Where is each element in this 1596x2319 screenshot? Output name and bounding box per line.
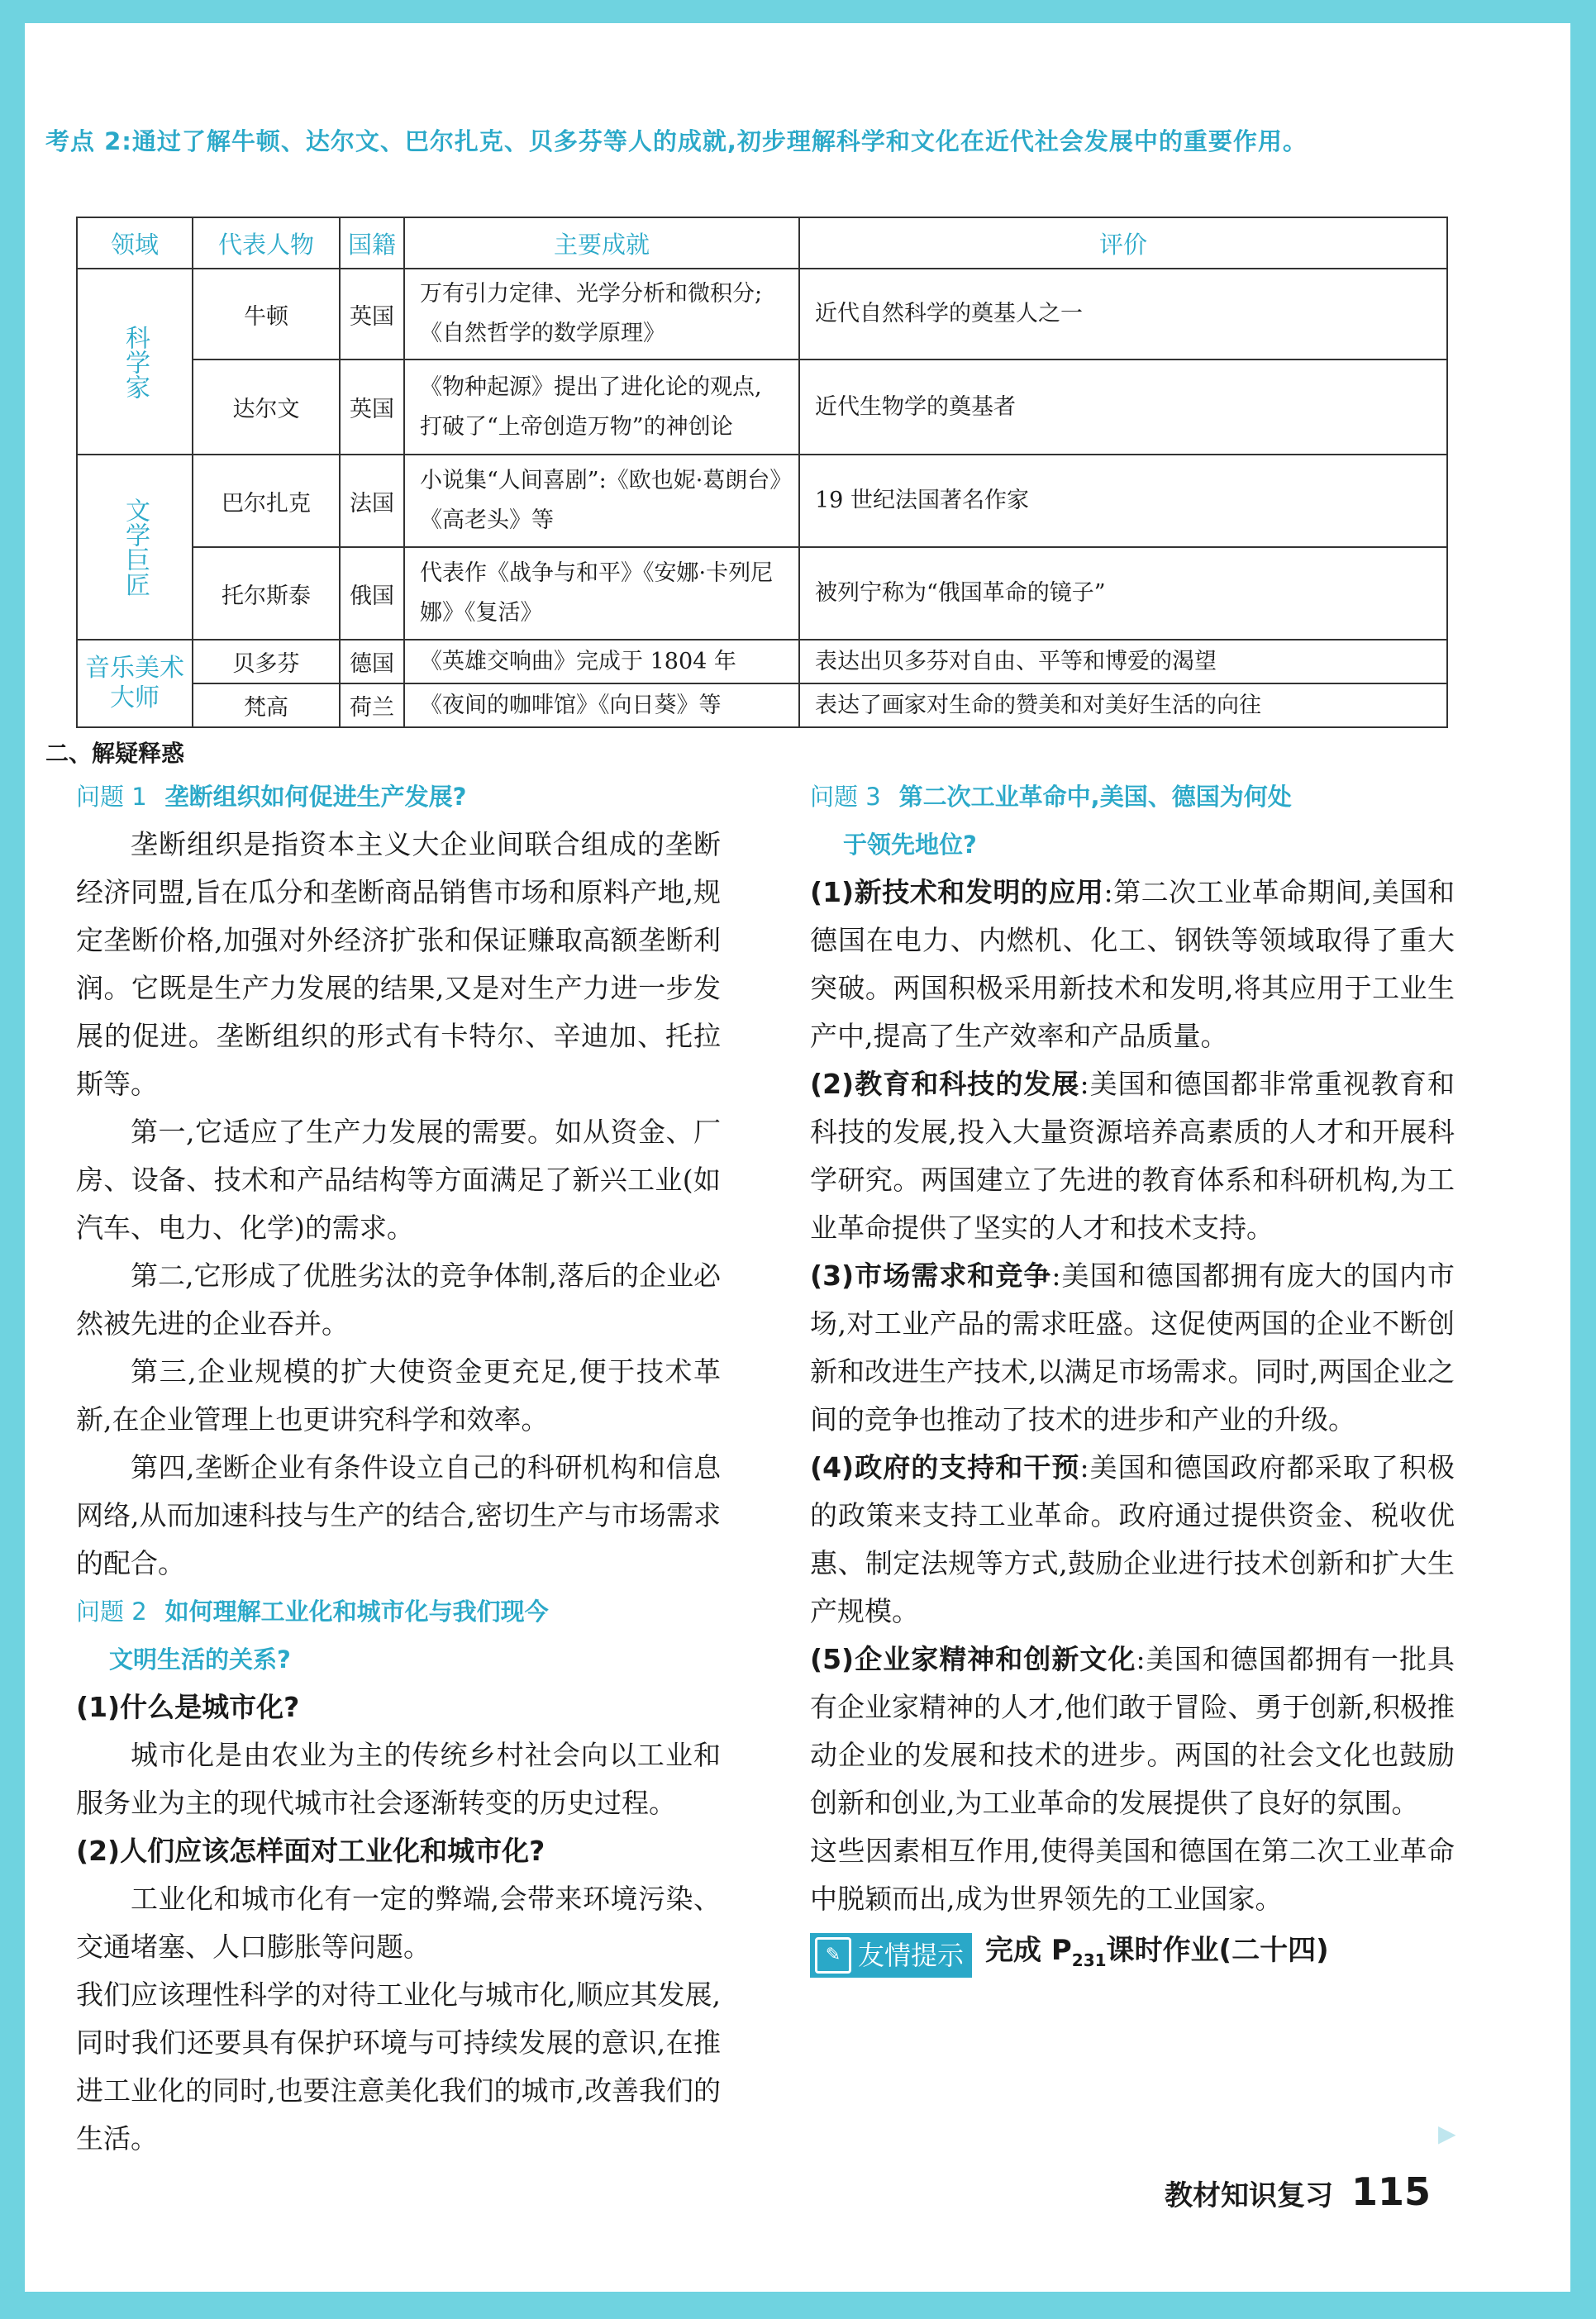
q2-paragraph: 我们应该理性科学的对待工业化与城市化,顺应其发展,同时我们还要具有保护环境与可持续发展的意识,在推进工业化的同时,也要注意美化我们的城市,改善我们的生活。: [76, 1979, 721, 2155]
evaluation-cell: 被列宁称为“俄国革命的镜子”: [799, 547, 1447, 640]
q2-paragraph: 工业化和城市化有一定的弊端,会带来环境污染、交通堵塞、人口膨胀等问题。: [76, 1883, 721, 1963]
q1-paragraph: 第四,垄断企业有条件设立自己的科研机构和信息网络,从而加速科技与生产的结合,密切生产与市场需求的配合。: [76, 1451, 721, 1579]
achievement-cell: 《英雄交响曲》完成于 1804 年: [404, 640, 799, 683]
header-evaluation: 评价: [799, 217, 1447, 269]
q1-paragraph: 第一,它适应了生产力发展的需要。如从资金、厂房、设备、技术和产品结构等方面满足了新兴工业(如汽车、电力、化学)的需求。: [76, 1116, 721, 1244]
evaluation-cell: 近代生物学的奠基者: [799, 360, 1447, 455]
question-3-text-1: 第二次工业革命中,美国、德国为何处: [898, 783, 1292, 811]
q2-paragraph: 城市化是由农业为主的传统乡村社会向以工业和服务业为主的现代城市社会逐渐转变的历史过程。: [76, 1739, 721, 1819]
page-number: 115: [1351, 2169, 1431, 2214]
kaodian-heading: [45, 116, 1467, 167]
evaluation-cell: 19 世纪法国著名作家: [799, 455, 1447, 547]
q1-paragraph: 垄断组织是指资本主义大企业间联合组成的垄断经济同盟,旨在瓜分和垄断商品销售市场和原料产地,规定垄断价格,加强对外经济扩张和保证赚取高额垄断利润。它既是生产力发展的结果,又是对生产力进一步发展的促进。垄断组织的形式有卡特尔、辛迪加、托拉斯等。: [76, 828, 721, 1100]
q3-item-text: :美国和德国都拥有一批具有企业家精神的人才,他们敢于冒险、勇于创新,积极推动企业的发展和技术的进步。两国的社会文化也鼓励创新和创业,为工业革命的发展提供了良好的氛围。: [810, 1643, 1455, 1819]
table-row: [77, 640, 1447, 683]
header-achievement: 主要成就: [404, 217, 799, 269]
table-header-row: [77, 217, 1447, 269]
person-cell: 巴尔扎克: [193, 455, 340, 547]
q3-item: [810, 1252, 1455, 1444]
question-1-text: 垄断组织如何促进生产发展?: [164, 783, 467, 811]
hint-text-pre: 完成 P: [985, 1934, 1072, 1967]
domain-cell: 文学巨匠: [77, 455, 193, 640]
q1-paragraph: 第三,企业规模的扩大使资金更充足,便于技术革新,在企业管理上也更讲究科学和效率。: [76, 1355, 721, 1436]
person-cell: 梵高: [193, 683, 340, 727]
table-row: [77, 360, 1447, 455]
question-3-number: 问题 3: [810, 783, 881, 811]
domain-cell: 科学家: [77, 269, 193, 455]
q3-item-head: (1)新技术和发明的应用: [810, 876, 1104, 908]
question-1-title: [76, 773, 721, 821]
q3-item-head: (2)教育和科技的发展: [810, 1068, 1080, 1100]
person-cell: 贝多芬: [193, 640, 340, 683]
header-person: 代表人物: [193, 217, 340, 269]
hint-text-post: 课时作业(二十四): [1106, 1934, 1329, 1967]
nation-cell: 荷兰: [340, 683, 404, 727]
q3-item-head: (5)企业家精神和创新文化: [810, 1643, 1136, 1675]
question-2-title-cont: 文明生活的关系?: [109, 1645, 291, 1674]
person-cell: 牛顿: [193, 269, 340, 360]
header-domain: 领域: [77, 217, 193, 269]
section-title: 二、解疑释惑: [45, 740, 185, 767]
q3-item-text: :美国和德国都拥有庞大的国内市场,对工业产品的需求旺盛。这促使两国的企业不断创新和改进生产技术,以满足市场需求。同时,两国企业之间的竞争也推动了技术的进步和产业的升级。: [810, 1259, 1455, 1436]
q3-item: [810, 1636, 1455, 1827]
domain-cell: 音乐美术大师: [77, 640, 193, 727]
evaluation-cell: 表达了画家对生命的赞美和对美好生活的向往: [799, 683, 1447, 727]
q3-item: [810, 869, 1455, 1060]
q3-item-text: :美国和德国政府都采取了积极的政策来支持工业革命。政府通过提供资金、税收优惠、制定法规等方式,鼓励企业进行技术创新和扩大生产规模。: [810, 1451, 1455, 1627]
left-column: [76, 773, 721, 2163]
hint-badge: [810, 1933, 972, 1978]
q2-subheading-2: (2)人们应该怎样面对工业化和城市化?: [76, 1835, 545, 1867]
q3-item-text: :美国和德国都非常重视教育和科技的发展,投入大量资源培养高素质的人才和开展科学研究。两国建立了先进的教育体系和科研机构,为工业革命提供了坚实的人才和技术支持。: [810, 1068, 1455, 1244]
question-2-number: 问题 2: [76, 1598, 147, 1626]
achievement-cell: 万有引力定律、光学分析和微积分;《自然哲学的数学原理》: [404, 269, 799, 360]
evaluation-cell: 表达出贝多芬对自由、平等和博爱的渴望: [799, 640, 1447, 683]
q3-item-head: (3)市场需求和竞争: [810, 1259, 1052, 1292]
hint-text: [985, 1926, 1329, 1984]
q3-item-head: (4)政府的支持和干预: [810, 1451, 1080, 1483]
achievement-cell: 《夜间的咖啡馆》《向日葵》等: [404, 683, 799, 727]
q3-item: [810, 1060, 1455, 1252]
table-row: [77, 683, 1447, 727]
q1-paragraph: 第二,它形成了优胜劣汰的竞争体制,落后的企业必然被先进的企业吞并。: [76, 1259, 721, 1340]
nation-cell: 法国: [340, 455, 404, 547]
q2-subheading-1: (1)什么是城市化?: [76, 1691, 300, 1723]
nation-cell: 英国: [340, 269, 404, 360]
kaodian-text: 通过了解牛顿、达尔文、巴尔扎克、贝多芬等人的成就,初步理解科学和文化在近代社会发展中的重要作用。: [131, 127, 1308, 155]
q3-conclusion: 这些因素相互作用,使得美国和德国在第二次工业革命中脱颖而出,成为世界领先的工业国家。: [810, 1835, 1455, 1915]
right-column: [810, 773, 1455, 1984]
achievement-cell: 小说集“人间喜剧”:《欧也妮·葛朗台》《高老头》等: [404, 455, 799, 547]
nation-cell: 英国: [340, 360, 404, 455]
question-3-title: [810, 773, 1455, 821]
page-footer: [1165, 2169, 1431, 2214]
q3-item: [810, 1444, 1455, 1636]
question-2-text-1: 如何理解工业化和城市化与我们现今: [164, 1598, 549, 1626]
triangle-marker-icon: ▶: [1438, 2120, 1456, 2147]
question-3-title-cont: 于领先地位?: [843, 831, 977, 859]
achievements-table: [76, 217, 1448, 728]
question-2-title: [76, 1588, 721, 1636]
person-cell: 托尔斯泰: [193, 547, 340, 640]
table-row: [77, 269, 1447, 360]
hint-badge-label: 友情提示: [858, 1939, 965, 1971]
footer-label: 教材知识复习: [1164, 2179, 1333, 2212]
person-cell: 达尔文: [193, 360, 340, 455]
evaluation-cell: 近代自然科学的奠基人之一: [799, 269, 1447, 360]
hint-text-sub: 231: [1071, 1950, 1107, 1970]
nation-cell: 俄国: [340, 547, 404, 640]
q3-item-text: :第二次工业革命期间,美国和德国在电力、内燃机、化工、钢铁等领域取得了重大突破。两国积极采用新技术和发明,将其应用于工业生产中,提高了生产效率和产品质量。: [810, 876, 1455, 1052]
table-row: [77, 547, 1447, 640]
achievement-cell: 代表作《战争与和平》《安娜·卡列尼娜》《复活》: [404, 547, 799, 640]
friendly-hint: [810, 1926, 1455, 1984]
header-nation: 国籍: [340, 217, 404, 269]
table-row: [77, 455, 1447, 547]
nation-cell: 德国: [340, 640, 404, 683]
question-1-number: 问题 1: [76, 783, 147, 811]
pencil-note-icon: ✎: [815, 1937, 851, 1974]
achievement-cell: 《物种起源》提出了进化论的观点,打破了“上帝创造万物”的神创论: [404, 360, 799, 455]
kaodian-label: 考点 2:: [45, 127, 132, 155]
